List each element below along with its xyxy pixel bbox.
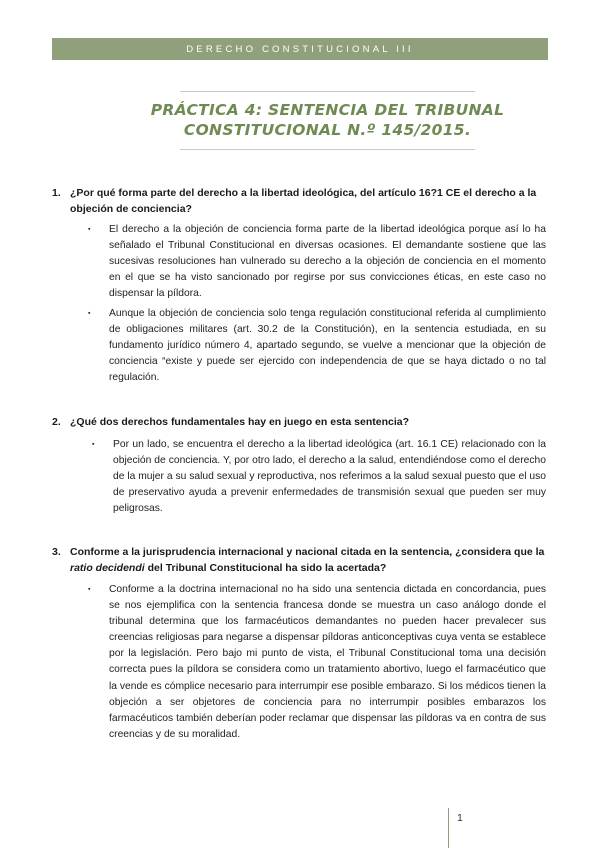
question-text-italic: ratio decidendi: [70, 562, 145, 574]
page-title: [100, 100, 555, 140]
list-item: [92, 437, 546, 517]
bullet-icon: ▪: [92, 441, 95, 448]
bullet-text: Por un lado, se encuentra el derecho a la libertad ideológica (art. 16.1 CE) relacionado con la objeción de conciencia. Y, por otro lado, el derecho a la salud, entendiéndose como el derecho de la mujer a su salud sexual y reproductiva, nos referimos a la salud sexual puesto que el uso de preservativo ayuda a prevenir enfermedades de transmisión sexual que pueden ser muy peligrosas.: [113, 439, 546, 515]
list-item: [88, 306, 546, 386]
question-number: 1.: [52, 187, 61, 199]
question-text-part: Conforme a la jurisprudencia internacional y nacional citada en la sentencia, ¿considera que la: [70, 546, 545, 558]
question-text: [70, 544, 552, 576]
title-bottom-rule: [180, 149, 475, 150]
question-3: [52, 544, 552, 578]
title-line-1: PRÁCTICA 4: SENTENCIA DEL TRIBUNAL: [150, 101, 505, 119]
question-text-part: del Tribunal Constitucional ha sido la acertada?: [144, 562, 387, 574]
bullet-icon: ▪: [88, 310, 91, 317]
question-2: [52, 414, 552, 432]
footer-rule: [448, 808, 449, 848]
bullet-icon: ▪: [88, 586, 91, 593]
page-number: 1: [457, 812, 463, 824]
course-title: DERECHO CONSTITUCIONAL III: [186, 43, 414, 55]
bullet-text: El derecho a la objeción de conciencia forma parte de la libertad ideológica porque así lo ha señalado el Tribunal Constitucional en diversas ocasiones. El demandante sostiene que las sucesivas resoluciones han vulnerado su derecho a la objeción de conciencia en el momento en el que se ha visto sancionado por regirse por sus convicciones éticas, en este caso no dispensar la píldora.: [109, 224, 546, 300]
question-number: 2.: [52, 416, 61, 428]
question-text: ¿Qué dos derechos fundamentales hay en juego en esta sentencia?: [70, 416, 410, 428]
list-item: [88, 582, 546, 743]
title-line-2: CONSTITUCIONAL N.º 145/2015.: [183, 121, 472, 139]
question-text: ¿Por qué forma parte del derecho a la libertad ideológica, del artículo 16?1 CE el derecho a la objeción de conciencia?: [70, 187, 537, 215]
question-number: 3.: [52, 546, 61, 558]
list-item: [88, 222, 546, 302]
question-1: [52, 185, 552, 219]
header-bar: [52, 38, 548, 60]
bullet-icon: ▪: [88, 226, 91, 233]
title-top-rule: [180, 91, 475, 92]
bullet-text: Aunque la objeción de conciencia solo tenga regulación constitucional referida al cumplimiento de obligaciones militares (art. 30.2 de la Constitución), en la sentencia estudiada, en su fundamento jurídico número 4, apartado segundo, se vuelve a mencionar que la objeción de conciencia “existe y puede ser ejercido con independencia de que se haya dictado o no tal regulación.: [109, 308, 546, 384]
bullet-text: Conforme a la doctrina internacional no ha sido una sentencia dictada en concordancia, pues se nos ejemplifica con la sentencia francesa donde se muestra un caso análogo donde el tribunal determina que los farmacéuticos demandantes no pueden hacer prevalecer sus creencias religiosas para negarse a dispensar píldoras anticonceptivas cuya venta se establece por la legislación. Pero bajo mi punto de vista, el Tribunal Constitucional toma una decisión correcta pues la píldora se considera como un tratamiento abortivo, luego el farmacéutico que la vende es cómplice necesario para interrumpir ese posible embarazo. Si los médicos tienen la objeción a ser objetores de conciencia para no interrumpir posibles embarazos los farmacéuticos también deberían poder reclamar que dispensar las píldoras va en contra de sus creencias y de su moralidad.: [109, 584, 546, 740]
